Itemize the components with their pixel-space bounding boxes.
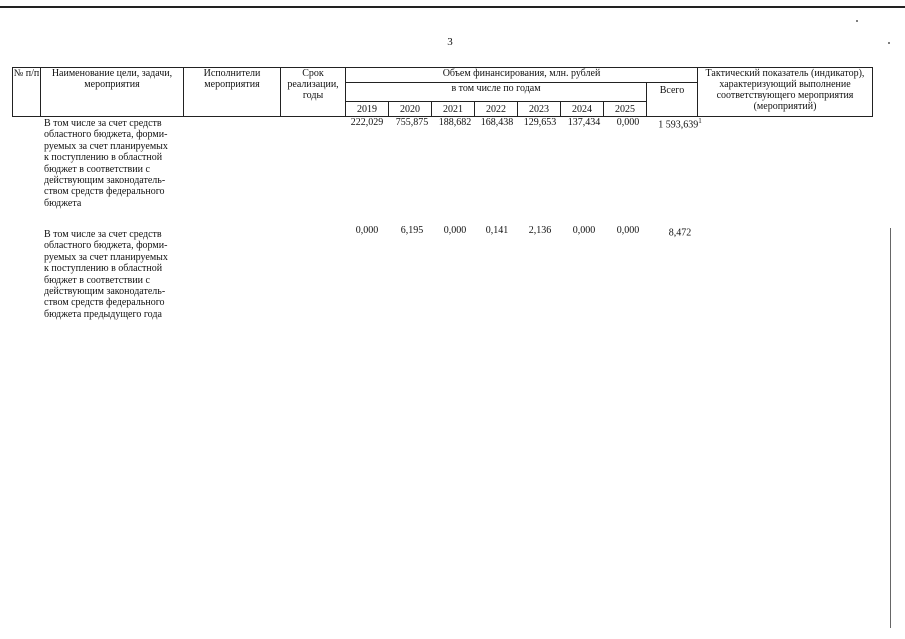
total-value: 1 593,639 (658, 119, 699, 131)
header-term: Срок реализации, годы (281, 68, 346, 117)
row-name-line: к поступлению в областной (44, 152, 163, 164)
funding-table-header (12, 67, 873, 117)
value-cell: 6,195 (400, 225, 424, 236)
value-cell: 222,029 (350, 117, 384, 128)
header-executors: Исполнители мероприятия (184, 68, 281, 117)
page-number: 3 (447, 36, 453, 48)
value-cell: 0,000 (572, 225, 596, 236)
row-name (44, 118, 179, 209)
value-cell: 0,000 (616, 225, 640, 236)
row-name-line: ством средств федерального (44, 186, 165, 198)
row-name-line: бюджета предыдущего года (44, 308, 162, 320)
header-year: 2021 (432, 102, 475, 117)
row-name (44, 229, 179, 320)
row-name-line: руемых за счет планируемых (44, 251, 168, 263)
header-by-years: в том числе по годам (346, 83, 647, 102)
header-num: № п/п (13, 68, 41, 117)
row-name-line: ством средств федерального (44, 297, 165, 309)
row-name-line: бюджет в соответствии с (44, 163, 150, 175)
value-cell: 0,000 (443, 225, 467, 236)
header-year: 2025 (604, 102, 647, 117)
row-name-line: к поступлению в областной (44, 263, 163, 275)
row-name-line: руемых за счет планируемых (44, 140, 168, 152)
value-cell: 129,653 (523, 117, 557, 128)
header-year: 2024 (561, 102, 604, 117)
total-value: 8,472 (668, 227, 692, 239)
header-year: 2022 (475, 102, 518, 117)
row-name-line: бюджет в соответствии с (44, 274, 150, 286)
row-name-line: областного бюджета, форми- (44, 129, 168, 141)
value-cell: 0,141 (485, 225, 509, 236)
footnote-mark: 1 (698, 117, 702, 125)
value-cell: 137,434 (567, 117, 601, 128)
header-year: 2023 (518, 102, 561, 117)
scan-edge-line (890, 228, 891, 628)
value-cell: 0,000 (355, 225, 379, 236)
row-name-line: В том числе за счет средств (44, 118, 162, 129)
value-cell: 168,438 (480, 117, 514, 128)
header-funding: Объем финансирования, млн. рублей (346, 68, 698, 83)
value-cell: 755,875 (395, 117, 429, 128)
header-name: Наименование цели, задачи, мероприятия (41, 68, 184, 117)
header-year: 2020 (389, 102, 432, 117)
header-total: Всего (647, 83, 698, 117)
row-name-line: В том числе за счет средств (44, 229, 162, 240)
scan-speck (888, 42, 890, 44)
header-indicator: Тактический показатель (индикатор), характеризующий выполнение соответствующего мероприятия (мероприятий) (698, 68, 873, 117)
header-year: 2019 (346, 102, 389, 117)
value-cell: 2,136 (528, 225, 552, 236)
row-name-line: действующим законодатель- (44, 286, 166, 298)
total-cell (650, 117, 710, 130)
row-name-line: действующим законодатель- (44, 175, 166, 187)
row-name-line: бюджета (44, 197, 82, 209)
total-cell (650, 225, 710, 238)
value-cell: 188,682 (438, 117, 472, 128)
row-name-line: областного бюджета, форми- (44, 240, 168, 252)
scan-speck (856, 20, 858, 22)
top-border-line (0, 6, 905, 8)
value-cell: 0,000 (616, 117, 640, 128)
